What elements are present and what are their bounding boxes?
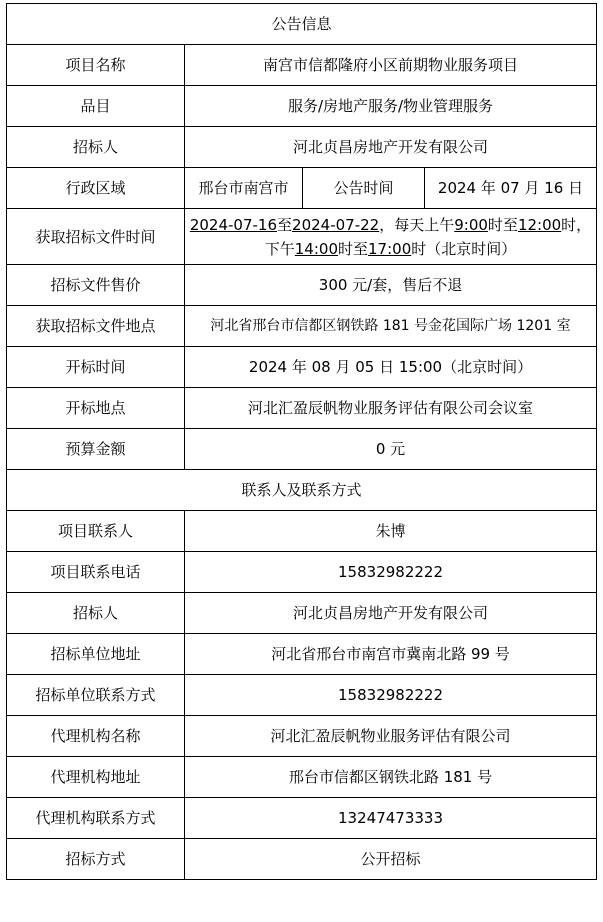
field-value-project-name: 南宫市信都隆府小区前期物业服务项目 — [185, 45, 597, 86]
text-to: 时至 — [338, 239, 369, 258]
field-label: 行政区域 — [7, 168, 185, 209]
field-value-doc-time — [185, 209, 597, 265]
field-label: 代理机构地址 — [7, 757, 185, 798]
field-label-announce-time: 公告时间 — [303, 168, 425, 209]
field-value-agency-name: 河北汇盈辰帆物业服务评估有限公司 — [185, 716, 597, 757]
table-row — [7, 839, 597, 880]
field-value-category: 服务/房地产服务/物业管理服务 — [185, 86, 597, 127]
field-value-tenderer-contact: 15832982222 — [185, 675, 597, 716]
field-label: 项目联系人 — [7, 511, 185, 552]
table-row — [7, 634, 597, 675]
field-label: 开标时间 — [7, 347, 185, 388]
field-value-region: 邢台市南宫市 — [185, 168, 303, 209]
field-value-tender-method: 公开招标 — [185, 839, 597, 880]
section-header-row — [7, 4, 597, 45]
table-row — [7, 168, 597, 209]
text-pm: 时，下午 — [264, 215, 592, 258]
date-end: 2024-07-22 — [292, 215, 380, 234]
field-label: 项目名称 — [7, 45, 185, 86]
field-value-tenderer: 河北贞昌房地产开发有限公司 — [185, 593, 597, 634]
table-row — [7, 86, 597, 127]
pm-start: 14:00 — [294, 239, 338, 258]
field-value-doc-price: 300 元/套，售后不退 — [185, 265, 597, 306]
text-to: 至 — [277, 215, 293, 234]
field-value-opening-location: 河北汇盈辰帆物业服务评估有限公司会议室 — [185, 388, 597, 429]
table-row — [7, 265, 597, 306]
section-header-row — [7, 470, 597, 511]
section-title-contacts: 联系人及联系方式 — [7, 470, 597, 511]
field-value-doc-location: 河北省邢台市信都区钢铁路 181 号金花国际广场 1201 室 — [185, 306, 597, 347]
table-row — [7, 675, 597, 716]
table-row — [7, 552, 597, 593]
table-row — [7, 511, 597, 552]
table-row — [7, 209, 597, 265]
field-label: 项目联系电话 — [7, 552, 185, 593]
field-label: 招标文件售价 — [7, 265, 185, 306]
field-label: 代理机构联系方式 — [7, 798, 185, 839]
pm-end: 17:00 — [368, 239, 412, 258]
table-row — [7, 127, 597, 168]
field-value-budget: 0 元 — [185, 429, 597, 470]
table-row — [7, 45, 597, 86]
field-value-opening-time: 2024 年 08 月 05 日 15:00（北京时间） — [185, 347, 597, 388]
am-end: 12:00 — [517, 215, 562, 234]
field-label: 招标人 — [7, 593, 185, 634]
table-row — [7, 593, 597, 634]
field-value-tenderer: 河北贞昌房地产开发有限公司 — [185, 127, 597, 168]
field-value-tenderer-address: 河北省邢台市南宫市冀南北路 99 号 — [185, 634, 597, 675]
text-to: 时至 — [487, 215, 518, 234]
field-label: 招标单位联系方式 — [7, 675, 185, 716]
table-row — [7, 798, 597, 839]
field-label: 预算金额 — [7, 429, 185, 470]
table-row — [7, 306, 597, 347]
field-value-contact-person: 朱博 — [185, 511, 597, 552]
field-label: 品目 — [7, 86, 185, 127]
table-row — [7, 716, 597, 757]
field-label: 招标人 — [7, 127, 185, 168]
table-row — [7, 388, 597, 429]
table-row — [7, 757, 597, 798]
field-label: 代理机构名称 — [7, 716, 185, 757]
field-value-contact-phone: 15832982222 — [185, 552, 597, 593]
field-value-announce-time: 2024 年 07 月 16 日 — [425, 168, 597, 209]
am-start: 9:00 — [454, 215, 488, 234]
field-label: 获取招标文件地点 — [7, 306, 185, 347]
field-label: 招标方式 — [7, 839, 185, 880]
section-title-announcement: 公告信息 — [7, 4, 597, 45]
table-row — [7, 347, 597, 388]
table-row — [7, 429, 597, 470]
field-label: 招标单位地址 — [7, 634, 185, 675]
field-label: 获取招标文件时间 — [7, 209, 185, 265]
date-start: 2024-07-16 — [189, 215, 278, 234]
field-value-agency-contact: 13247473333 — [185, 798, 597, 839]
announcement-table — [6, 3, 597, 880]
text-daily: ，每天上午 — [379, 215, 455, 234]
text-suffix: 时（北京时间） — [411, 239, 517, 258]
field-value-agency-address: 邢台市信都区钢铁北路 181 号 — [185, 757, 597, 798]
field-label: 开标地点 — [7, 388, 185, 429]
